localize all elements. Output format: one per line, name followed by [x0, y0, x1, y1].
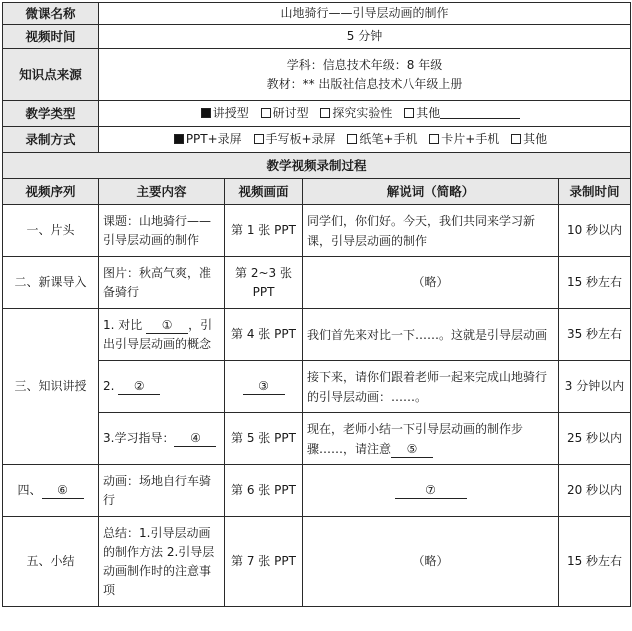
checked-box-icon	[174, 134, 184, 144]
row-narration: 同学们，你们好。今天，我们共同来学习新课，引导层动画的制作	[303, 205, 559, 257]
type-option-other[interactable]: 其他	[404, 106, 520, 120]
checked-box-icon	[201, 108, 211, 118]
row-narration: （略）	[303, 257, 559, 309]
checkbox-icon	[320, 108, 330, 118]
row-time: 25 秒以内	[559, 413, 631, 465]
row-narration	[303, 465, 559, 517]
row-screen: 第 1 张 PPT	[225, 205, 303, 257]
row-content: 3.学习指导： ④	[99, 413, 225, 465]
method-options	[99, 127, 631, 153]
checkbox-icon	[404, 108, 414, 118]
answer-blank-2: ②	[118, 379, 160, 395]
row-content: 动画：场地自行车骑行	[99, 465, 225, 517]
row-content: 1. 对比 ① ，引出引导层动画的概念	[99, 309, 225, 361]
lesson-plan-table	[2, 2, 631, 607]
answer-blank-7: ⑦	[395, 483, 467, 499]
method-option-ppt[interactable]: PPT+录屏	[174, 132, 242, 146]
row-screen: 第 4 张 PPT	[225, 309, 303, 361]
table-row	[3, 257, 631, 309]
col-header-content: 主要内容	[99, 179, 225, 205]
method-label: 录制方式	[3, 127, 99, 153]
other-blank	[440, 118, 520, 119]
row-seq: 四、 ⑥	[3, 465, 99, 517]
row-narration: （略）	[303, 517, 559, 607]
row-seq: 五、小结	[3, 517, 99, 607]
type-options	[99, 101, 631, 127]
checkbox-icon	[261, 108, 271, 118]
source-line-2: 教材：** 出版社信息技术八年级上册	[266, 76, 463, 91]
col-header-narration: 解说词（简略）	[303, 179, 559, 205]
col-header-screen: 视频画面	[225, 179, 303, 205]
table-row	[3, 465, 631, 517]
method-option-tablet[interactable]: 手写板+录屏	[254, 132, 336, 146]
checkbox-icon	[347, 134, 357, 144]
row-screen	[225, 361, 303, 413]
process-title: 教学视频录制过程	[3, 153, 631, 179]
name-label: 微课名称	[3, 3, 99, 25]
col-header-seq: 视频序列	[3, 179, 99, 205]
row-narration: 我们首先来对比一下……。这就是引导层动画	[303, 309, 559, 361]
row-time: 15 秒左右	[559, 257, 631, 309]
row-content: 总结：1.引导层动画的制作方法 2.引导层动画制作时的注意事项	[99, 517, 225, 607]
row-seq: 三、知识讲授	[3, 309, 99, 465]
col-header-time: 录制时间	[559, 179, 631, 205]
row-screen: 第 7 张 PPT	[225, 517, 303, 607]
row-narration: 现在，老师小结一下引导层动画的制作步骤……，请注意 ⑤	[303, 413, 559, 465]
type-option-discussion[interactable]: 研讨型	[261, 106, 309, 120]
source-value	[99, 49, 631, 101]
method-option-paper[interactable]: 纸笔+手机	[347, 132, 417, 146]
answer-blank-6: ⑥	[42, 483, 84, 499]
method-option-card[interactable]: 卡片+手机	[429, 132, 499, 146]
row-time: 3 分钟以内	[559, 361, 631, 413]
answer-blank-1: ①	[146, 318, 188, 334]
row-seq: 二、新课导入	[3, 257, 99, 309]
row-screen: 第 6 张 PPT	[225, 465, 303, 517]
type-option-inquiry[interactable]: 探究实验性	[320, 106, 392, 120]
table-row	[3, 309, 631, 361]
row-content: 2. ②	[99, 361, 225, 413]
answer-blank-5: ⑤	[391, 442, 433, 458]
time-label: 视频时间	[3, 25, 99, 49]
type-label: 教学类型	[3, 101, 99, 127]
row-time: 15 秒左右	[559, 517, 631, 607]
row-time: 20 秒以内	[559, 465, 631, 517]
name-value: 山地骑行——引导层动画的制作	[99, 3, 631, 25]
source-line-1: 学科：信息技术年级：8 年级	[286, 57, 443, 72]
row-screen: 第 2~3 张 PPT	[225, 257, 303, 309]
type-option-lecture[interactable]: 讲授型	[201, 106, 249, 120]
answer-blank-4: ④	[174, 431, 216, 447]
method-option-other[interactable]: 其他	[511, 132, 547, 146]
checkbox-icon	[429, 134, 439, 144]
table-row	[3, 517, 631, 607]
row-seq: 一、片头	[3, 205, 99, 257]
answer-blank-3: ③	[243, 379, 285, 395]
table-row	[3, 205, 631, 257]
source-label: 知识点来源	[3, 49, 99, 101]
checkbox-icon	[254, 134, 264, 144]
row-content: 课题：山地骑行——引导层动画的制作	[99, 205, 225, 257]
row-narration: 接下来，请你们跟着老师一起来完成山地骑行的引导层动画：……。	[303, 361, 559, 413]
row-content: 图片：秋高气爽，准备骑行	[99, 257, 225, 309]
checkbox-icon	[511, 134, 521, 144]
time-value: 5 分钟	[99, 25, 631, 49]
row-time: 10 秒以内	[559, 205, 631, 257]
row-screen: 第 5 张 PPT	[225, 413, 303, 465]
row-time: 35 秒左右	[559, 309, 631, 361]
